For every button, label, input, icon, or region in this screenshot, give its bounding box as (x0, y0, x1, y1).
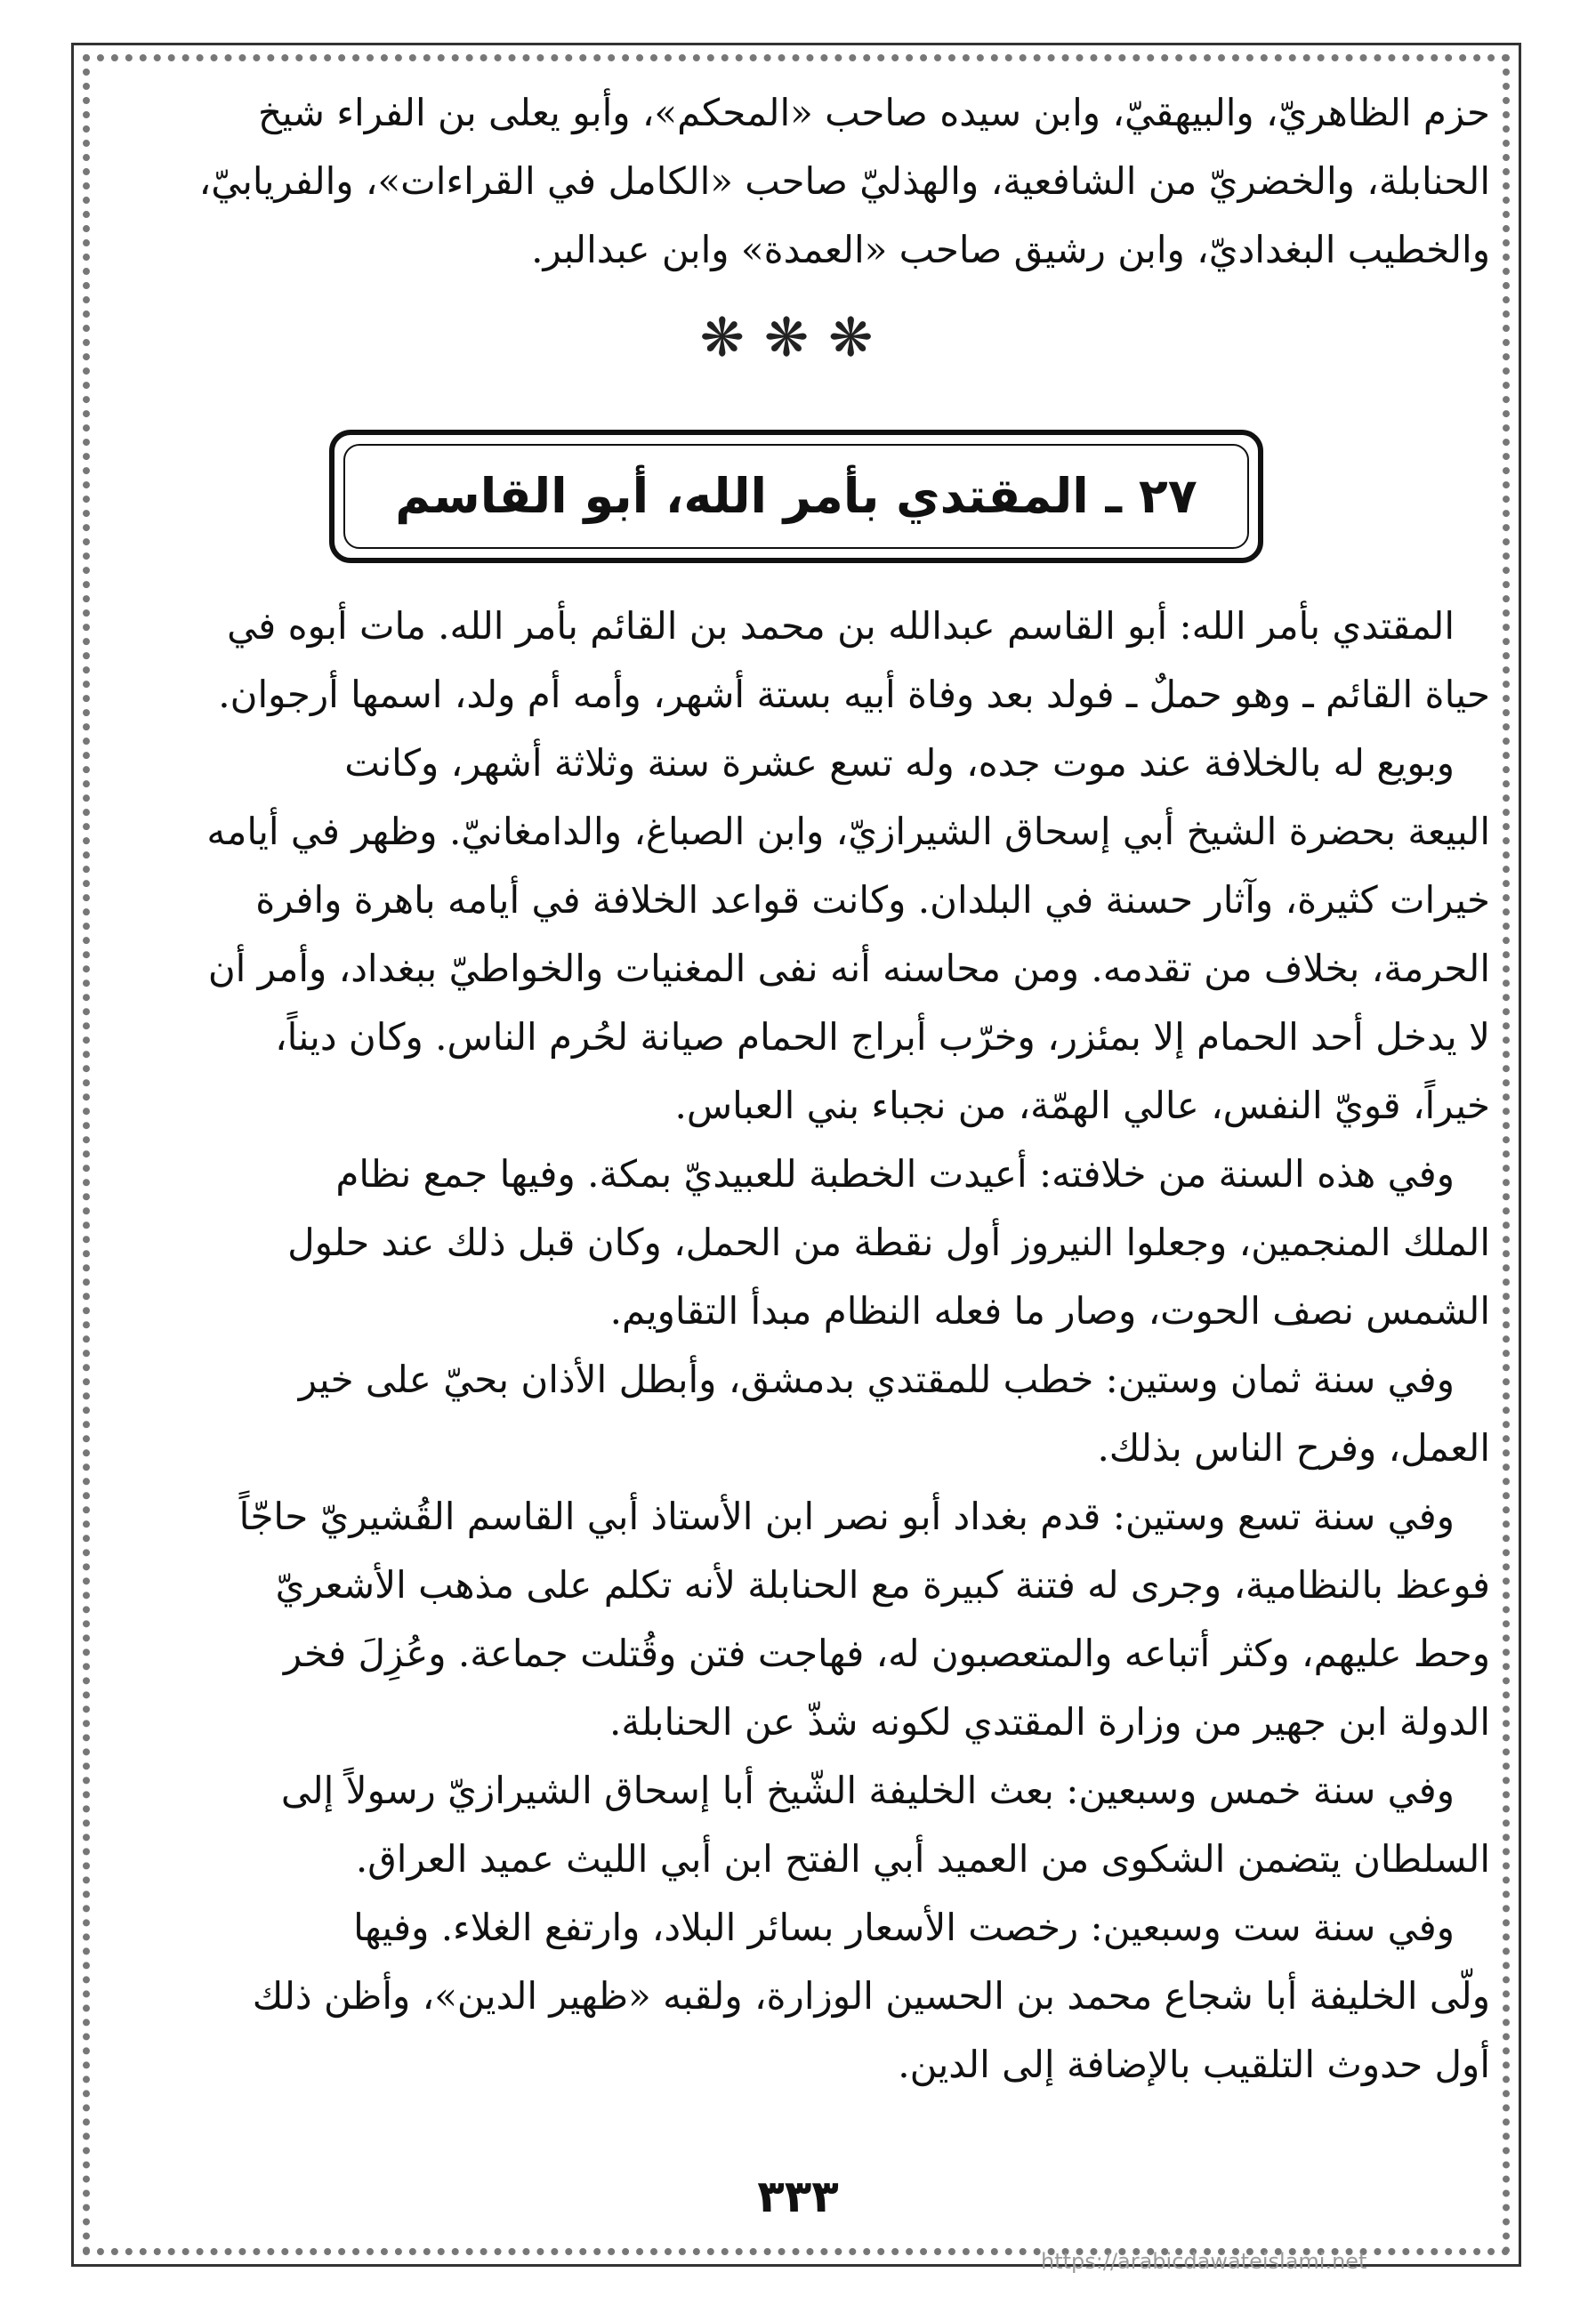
text-line: لا يدخل أحد الحمام إلا بمئزر، وخرّب أبراج الحمام صيانة لحُرم الناس. وكان ديناً، (275, 1015, 1490, 1059)
text-line: فوعظ بالنظامية، وجرى له فتنة كبيرة مع الحنابلة لأنه تكلم على مذهب الأشعريّ (275, 1563, 1490, 1607)
intro-line: والخطيب البغداديّ، وابن رشيق صاحب «العمدة» وابن عبدالبر. (531, 228, 1490, 271)
text-line: وحط عليهم، وكثر أتباعه والمتعصبون له، فهاجت فتن وقُتلت جماعة. وعُزِلَ فخر (283, 1632, 1490, 1675)
text-line: الحرمة، بخلاف من تقدمه. ومن محاسنه أنه نفى المغنيات والخواطيّ ببغداد، وأمر أن (207, 947, 1490, 990)
section-title: ٢٧ ـ المقتدي بأمر الله، أبو القاسم (395, 468, 1197, 524)
text-line: الملك المنجمين، وجعلوا النيروز أول نقطة من الحمل، وكان قبل ذلك عند حلول (287, 1221, 1490, 1264)
text-line: البيعة بحضرة الشيخ أبي إسحاق الشيرازيّ، وابن الصباغ، والدامغانيّ. وظهر في أيامه (206, 810, 1490, 853)
text-line: الشمس نصف الحوت، وصار ما فعله النظام مبدأ التقاويم. (609, 1289, 1490, 1333)
paragraph-5 (102, 1482, 1490, 1756)
text-line: المقتدي بأمر الله: أبو القاسم عبدالله بن محمد بن القائم بأمر الله. مات أبوه في (227, 604, 1455, 648)
text-line: أول حدوث التلقيب بالإضافة إلى الدين. (898, 2043, 1490, 2086)
text-line: العمل، وفرح الناس بذلك. (1097, 1426, 1490, 1470)
paragraph-4 (102, 1345, 1490, 1482)
paragraph-7 (102, 1893, 1490, 2099)
intro-paragraph (102, 78, 1490, 284)
text-line: وفي سنة ست وسبعين: رخصت الأسعار بسائر البلاد، وارتفع الغلاء. وفيها (353, 1906, 1455, 1949)
text-line: الدولة ابن جهير من وزارة المقتدي لكونه شذّ عن الحنابلة. (609, 1700, 1490, 1744)
text-line: وفي هذه السنة من خلافته: أعيدت الخطبة للعبيديّ بمكة. وفيها جمع نظام (335, 1152, 1455, 1196)
text-line: وفي سنة ثمان وستين: خطب للمقتدي بدمشق، وأبطل الأذان بحيّ على خير (298, 1358, 1455, 1401)
document-content (102, 78, 1490, 2222)
ornament-divider: ❋❋❋ (699, 307, 893, 369)
intro-line: الحنابلة، والخضريّ من الشافعية، والهذليّ صاحب «الكامل في القراءات»، والفريابيّ، (198, 159, 1490, 203)
paragraph-1 (102, 592, 1490, 729)
text-line: ولّى الخليفة أبا شجاع محمد بن الحسين الوزارة، ولقبه «ظهير الدين»، وأظن ذلك (252, 1974, 1490, 2018)
source-watermark: https://arabicdawateislami.net (1041, 2249, 1367, 2274)
text-line: خيراً، قويّ النفس، عالي الهمّة، من نجباء بني العباس. (674, 1084, 1490, 1127)
intro-line: حزم الظاهريّ، والبيهقيّ، وابن سيده صاحب «المحكم»، وأبو يعلى بن الفراء شيخ (257, 91, 1490, 134)
text-line: وفي سنة تسع وستين: قدم بغداد أبو نصر ابن الأستاذ أبي القاسم القُشيريّ حاجّاً (238, 1495, 1455, 1538)
text-line: حياة القائم ـ وهو حملٌ ـ فولد بعد وفاة أبيه بستة أشهر، وأمه أم ولد، اسمها أرجوان. (218, 673, 1490, 716)
page-number: ٣٣٣ (757, 2171, 839, 2222)
section-heading (329, 430, 1263, 563)
text-line: وبويع له بالخلافة عند موت جده، وله تسع عشرة سنة وثلاثة أشهر، وكانت (344, 741, 1455, 785)
text-line: خيرات كثيرة، وآثار حسنة في البلدان. وكانت قواعد الخلافة في أيامه باهرة وافرة (255, 878, 1490, 922)
paragraph-3 (102, 1140, 1490, 1345)
text-line: السلطان يتضمن الشكوى من العميد أبي الفتح ابن أبي الليث عميد العراق. (355, 1837, 1490, 1881)
paragraph-6 (102, 1756, 1490, 1893)
text-line: وفي سنة خمس وسبعين: بعث الخليفة الشّيخ أبا إسحاق الشيرازيّ رسولاً إلى (280, 1769, 1455, 1812)
paragraph-2 (102, 729, 1490, 1140)
